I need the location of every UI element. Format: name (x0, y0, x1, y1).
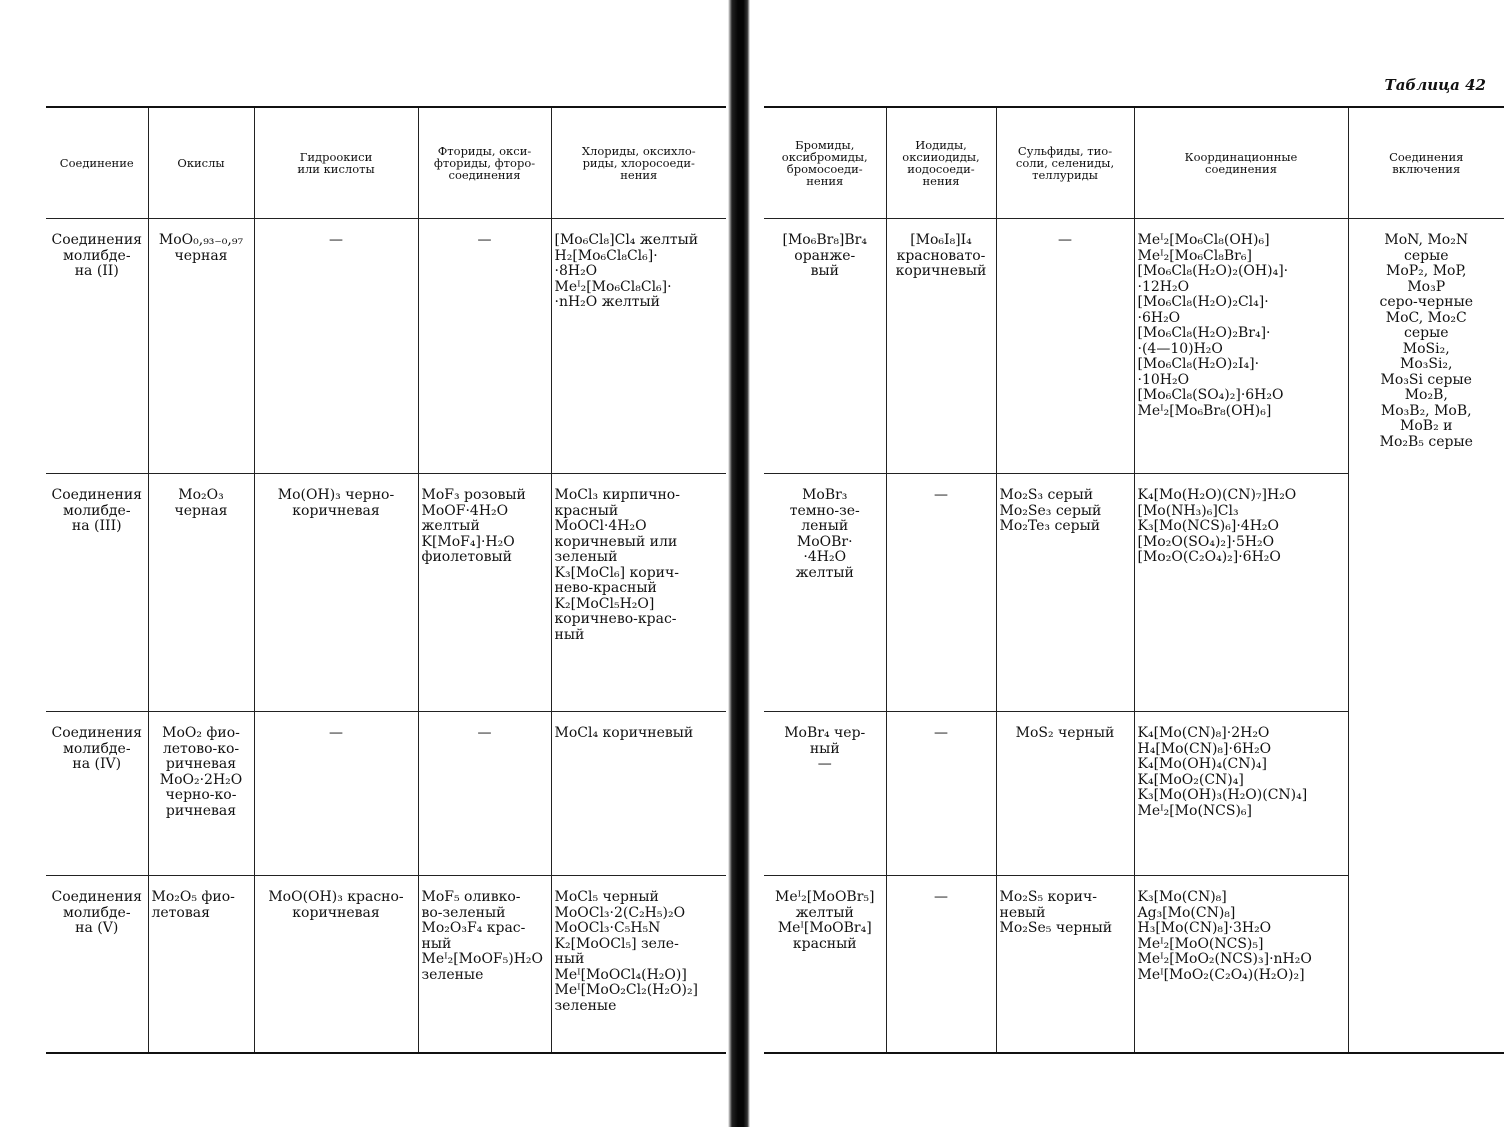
iodides-cell: — (934, 889, 948, 905)
left-table (46, 106, 726, 1054)
bromides-cell: Meᴵ₂[MoOBr₅] желтый Meᴵ[MoOBr₄] красный (775, 889, 875, 952)
sulfides-cell: — (1058, 232, 1072, 248)
iodides-cell: [Mo₆I₈]I₄ красновато- коричневый (895, 232, 987, 279)
sulfides-cell: Mo₂S₃ серый Mo₂Se₃ серый Mo₂Te₃ серый (999, 487, 1102, 534)
coordination-cell: Meᴵ₂[Mo₆Cl₈(OH)₆] Meᴵ₂[Mo₆Cl₈Br₆] [Mo₆Cl₈(H₂O)₂(OH)₄]· ·12H₂O [Mo₆Cl₈(H₂O)₂Cl₄]· ·6H₂O [Mo₆Cl₈(H₂O)₂Br₄]· ·(4—10)H₂O [Mo₆Cl₈(H₂O)₂I₄]· ·10H₂O [Mo₆Cl₈(SO₄)₂]·6H₂O Meᴵ₂[Mo₆Br₈(OH)₆] (1137, 232, 1289, 419)
fluorides-cell: — (477, 725, 492, 741)
right-table (764, 106, 1504, 1054)
table-row (764, 219, 1504, 474)
oxides-cell: Mo₂O₅ фио- летовая (151, 889, 235, 921)
hydroxides-cell: — (329, 232, 343, 248)
sulfides-cell: Mo₂S₅ корич- невый Mo₂Se₅ черный (999, 889, 1113, 936)
header-hydroxides: Гидроокиси или кислоты (254, 107, 418, 219)
iodides-cell: — (934, 487, 948, 503)
iodides-cell: — (934, 725, 948, 741)
oxides-cell: Mo₂O₃ черная (174, 487, 228, 519)
header-chlorides: Хлориды, оксихло- риды, хлоросоеди- нения (551, 107, 726, 219)
oxides-cell: MoO₀,₉₃₋₀,₉₇ черная (158, 232, 244, 264)
bromides-cell: MoBr₄ чер- ный — (784, 725, 866, 772)
fluorides-cell: MoF₃ розовый MoOF·4H₂O желтый K[MoF₄]·H₂O фиолетовый (421, 487, 526, 565)
chlorides-cell: MoCl₄ коричневый (554, 725, 694, 741)
compound-cell: Соединения молибде- на (III) (51, 487, 142, 534)
coordination-cell: K₄[Mo(CN)₈]·2H₂O H₄[Mo(CN)₈]·6H₂O K₄[Mo(OH)₄(CN)₄] K₄[MoO₂(CN)₄] K₃[Mo(OH)₃(H₂O)(CN)₄] Meᴵ₂[Mo(NCS)₆] (1137, 725, 1308, 819)
inclusion-compounds-cell: MoN, Mo₂N серые MoP₂, MoP, Mo₃P серо-черные MoC, Mo₂C серые MoSi₂, Mo₃Si₂, Mo₃Si серые Mo₂B, Mo₃B₂, MoB, MoB₂ и Mo₂B₅ серые (1379, 232, 1473, 450)
chlorides-cell: [Mo₆Cl₈]Cl₄ желтый H₂[Mo₆Cl₈Cl₆]· ·8H₂O Meᴵ₂[Mo₆Cl₈Cl₆]· ·nH₂O желтый (554, 232, 699, 310)
book-gutter (728, 0, 750, 1127)
table-row (46, 474, 726, 712)
fluorides-cell: MoF₅ оливко- во-зеленый Mo₂O₃F₄ крас- ный Meᴵ₂[MoOF₅)H₂O зеленые (421, 889, 544, 983)
chlorides-cell: MoCl₅ черный MoOCl₃·2(C₂H₅)₂O MoOCl₃·C₅H₅N K₂[MoOCl₅] зеле- ный Meᴵ[MoOCl₄(H₂O)] Meᴵ[MoO₂Cl₂(H₂O)₂] зеленые (554, 889, 699, 1014)
header-coordination: Координационные соединения (1134, 107, 1348, 219)
coordination-cell: K₄[Mo(H₂O)(CN)₇]H₂O [Mo(NH₃)₆]Cl₃ K₃[Mo(NCS)₆]·4H₂O [Mo₂O(SO₄)₂]·5H₂O [Mo₂O(C₂O₄)₂]·6H₂O (1137, 487, 1297, 565)
right-page (760, 0, 1504, 1127)
table-row (46, 876, 726, 1054)
right-header-row (764, 107, 1504, 219)
header-inclusion: Соединения включения (1348, 107, 1504, 219)
table-row (46, 712, 726, 876)
header-compound: Соединение (46, 107, 148, 219)
hydroxides-cell: — (329, 725, 343, 741)
header-fluorides: Фториды, окси- фториды, фторо- соединения (418, 107, 551, 219)
hydroxides-cell: Mo(OH)₃ черно- коричневая (277, 487, 395, 519)
compound-cell: Соединения молибде- на (IV) (51, 725, 142, 772)
compound-cell: Соединения молибде- на (II) (51, 232, 142, 279)
header-iodides: Иодиды, оксииодиды, иодосоеди- нения (886, 107, 996, 219)
table-label: Таблица 42 (1384, 76, 1486, 94)
coordination-cell: K₃[Mo(CN)₈] Ag₃[Mo(CN)₈] H₃[Mo(CN)₈]·3H₂O Meᴵ₂[MoO(NCS)₅] Meᴵ₂[MoO₂(NCS)₃]·nH₂O Meᴵ[MoO₂(C₂O₄)(H₂O)₂] (1137, 889, 1312, 983)
chlorides-cell: MoCl₃ кирпично- красный MoOCl·4H₂O коричневый или зеленый K₃[MoCl₆] корич- нево-красный K₂[MoCl₅H₂O] коричнево-крас- ный (554, 487, 680, 643)
oxides-cell: MoO₂ фио- летово-ко- ричневая MoO₂·2H₂O черно-ко- ричневая (159, 725, 243, 819)
bromides-cell: MoBr₃ темно-зе- леный MoOBr· ·4H₂O желтый (789, 487, 860, 581)
hydroxides-cell: MoO(OH)₃ красно- коричневая (268, 889, 404, 921)
left-page (0, 0, 740, 1127)
compound-cell: Соединения молибде- на (V) (51, 889, 142, 936)
left-header-row (46, 107, 726, 219)
fluorides-cell: — (477, 232, 492, 248)
table-row (46, 219, 726, 474)
bromides-cell: [Mo₆Br₈]Br₄ оранже- вый (782, 232, 867, 279)
header-oxides: Окислы (148, 107, 254, 219)
header-sulfides: Сульфиды, тио- соли, селениды, теллуриды (996, 107, 1134, 219)
sulfides-cell: MoS₂ черный (1015, 725, 1115, 741)
header-bromides: Бромиды, оксибромиды, бромосоеди- нения (764, 107, 886, 219)
